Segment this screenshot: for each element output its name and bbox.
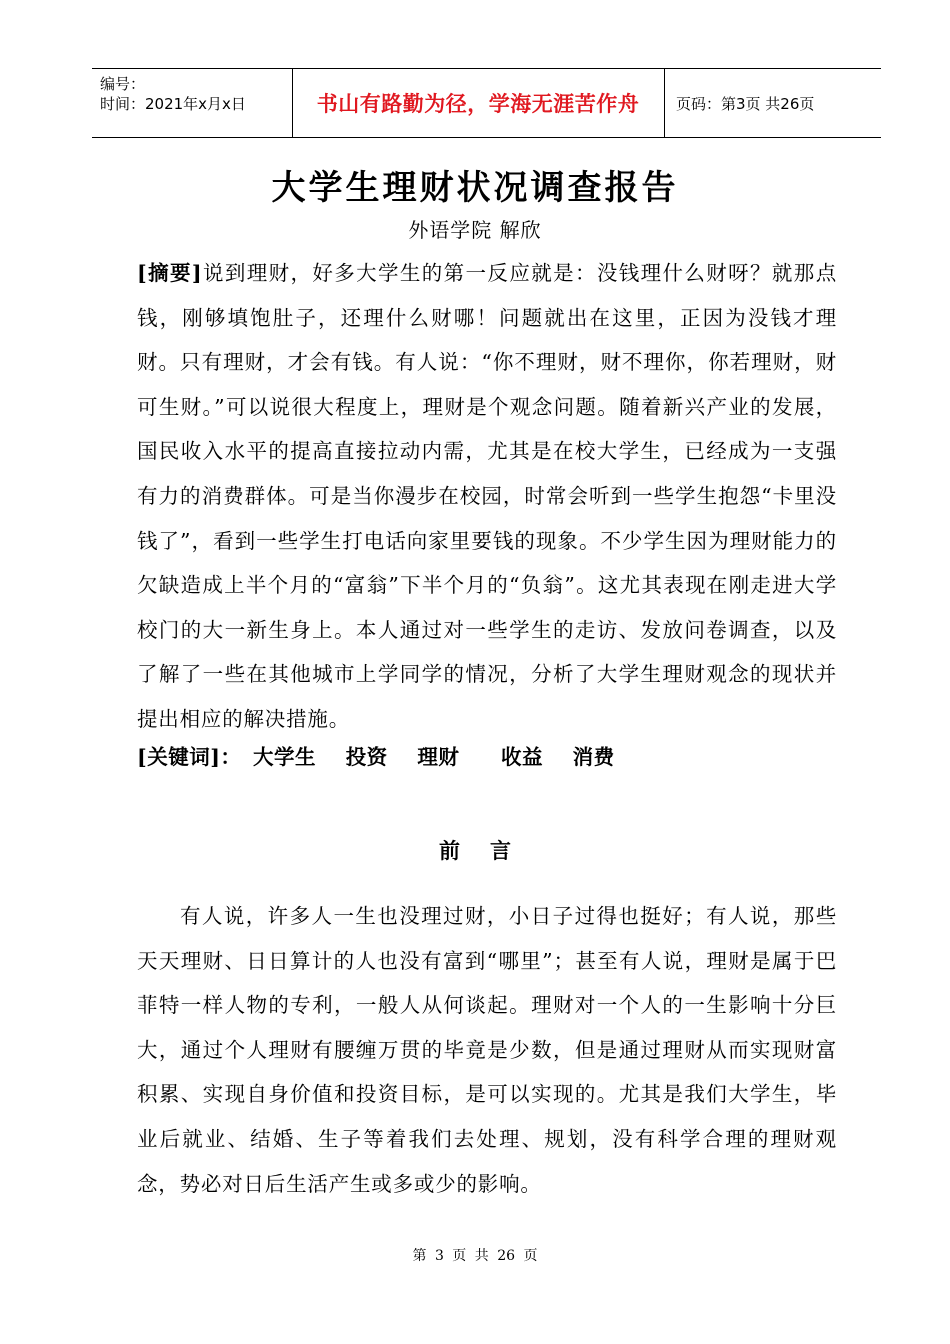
keywords-label: [关键词]： <box>137 745 242 769</box>
keyword: 理财 <box>417 745 460 769</box>
abstract-paragraph <box>137 251 837 742</box>
header-motto-cell <box>292 69 665 137</box>
code-label: 编号： <box>100 75 146 93</box>
keyword: 大学生 <box>253 745 317 769</box>
header-page-info-cell <box>665 69 892 137</box>
section-heading: 前言 <box>439 838 541 863</box>
header-motto: 书山有路勤为径，学海无涯苦作舟 <box>316 92 640 116</box>
keyword: 收益 <box>500 745 543 769</box>
preface-paragraph: 有人说，许多人一生也没理过财，小日子过得也挺好；有人说，那些天天理财、日日算计的人也没有富到“哪里”；甚至有人说，理财是属于巴菲特一样人物的专利，一般人从何谈起。理财对一个人的一生影响十分巨大，通过个人理财有腰缠万贯的毕竟是少数，但是通过理财从而实现财富积累、实现自身价值和投资目标，是可以实现的。尤其是我们大学生，毕业后就业、结婚、生子等着我们去处理、规划，没有科学合理的理财观念，势必对日后生活产生或多或少的影响。 <box>137 904 837 1196</box>
abstract-label: [摘要] <box>137 261 203 285</box>
header-page-info: 页码：第3页 共26页 <box>676 94 815 113</box>
page-footer: 第 3 页 共 26 页 <box>412 1248 538 1264</box>
abstract-text: 说到理财，好多大学生的第一反应就是：没钱理什么财呀？就那点钱，刚够填饱肚子，还理什么财哪！问题就出在这里，正因为没钱才理财。只有理财，才会有钱。有人说：“你不理财，财不理你，你若理财，财可生财。”可以说很大程度上，理财是个观念问题。随着新兴产业的发展，国民收入水平的提高直接拉动内需，尤其是在校大学生，已经成为一支强有力的消费群体。可是当你漫步在校园，时常会听到一些学生抱怨“卡里没钱了”，看到一些学生打电话向家里要钱的现象。不少学生因为理财能力的欠缺造成上半个月的“富翁”下半个月的“负翁”。这尤其表现在刚走进大学校门的大一新生身上。本人通过对一些学生的走访、发放问卷调查，以及了解了一些在其他城市上学同学的情况，分析了大学生理财观念的现状并提出相应的解决措施。 <box>137 261 837 731</box>
document-title: 大学生理财状况调查报告 <box>271 168 679 208</box>
document-author: 外语学院 解欣 <box>408 218 542 242</box>
keywords-line <box>137 740 637 770</box>
header-meta <box>92 69 293 137</box>
keyword: 投资 <box>345 745 388 769</box>
page-header <box>92 68 881 138</box>
keyword: 消费 <box>572 745 615 769</box>
time-label: 时间：2021年x月x日 <box>100 95 246 113</box>
